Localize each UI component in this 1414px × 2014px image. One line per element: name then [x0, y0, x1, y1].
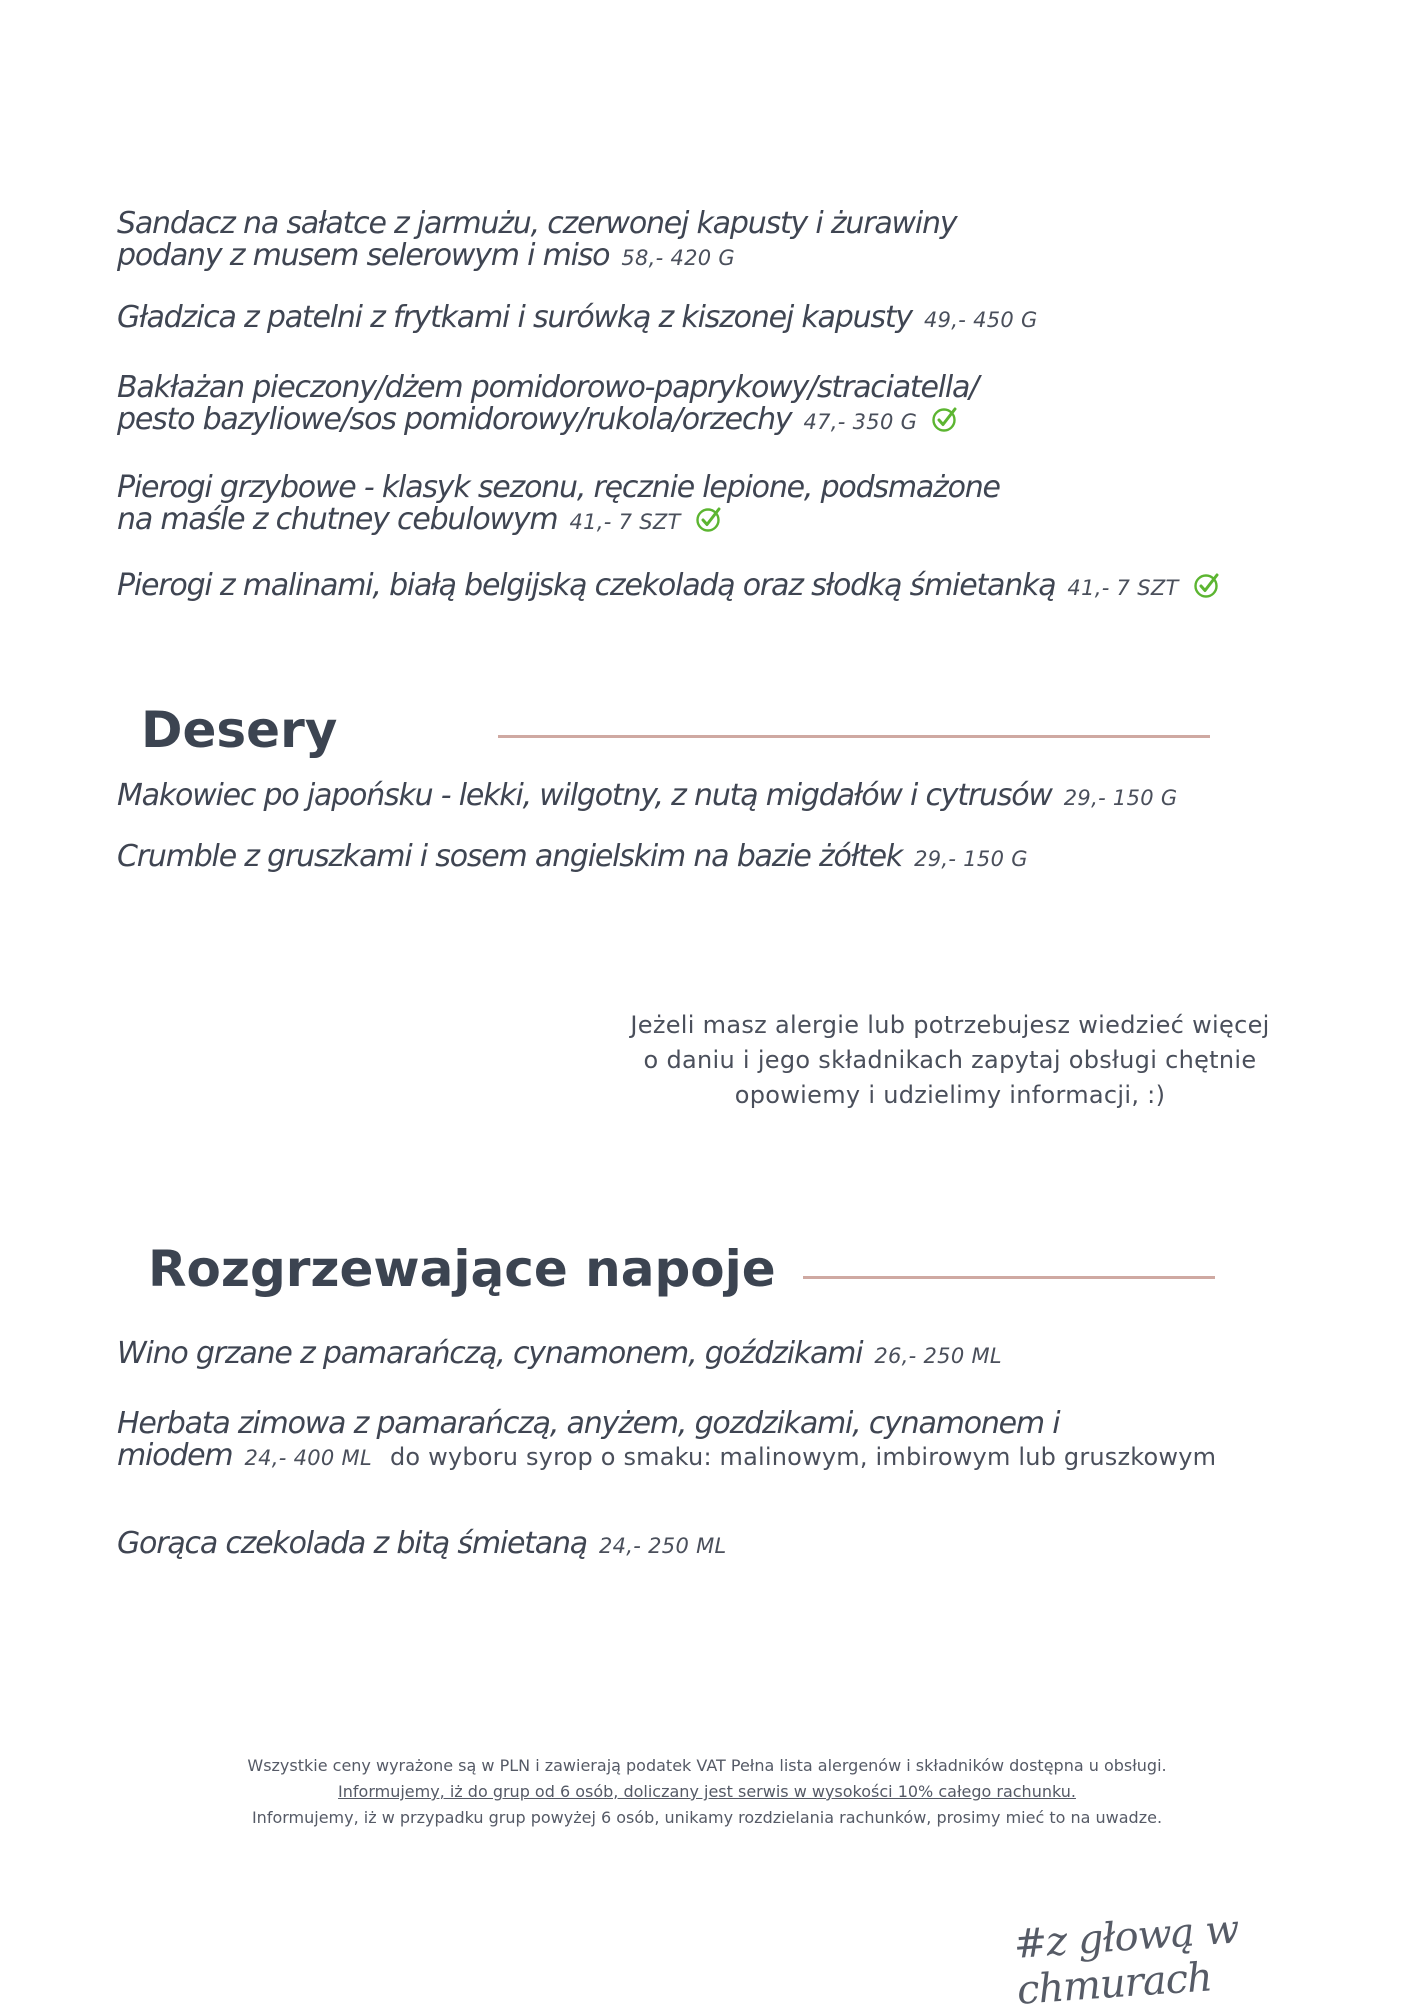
drink-price: 26,- 250 ML — [874, 1344, 1002, 1368]
footer-notes — [0, 1753, 1414, 1831]
dish-name-line2: podany z musem selerowym i miso 58,- 420 G — [117, 238, 736, 273]
drink-name-line2: miodem 24,- 400 ML do wyboru syrop o smaku: malinowym, imbirowym lub gruszkowym — [117, 1438, 1217, 1473]
footer-line: Wszystkie ceny wyrażone są w PLN i zawierają podatek VAT Pełna lista alergenów i składników dostępna u obsługi. — [247, 1756, 1167, 1775]
dish-price: 41,- 7 SZT — [569, 510, 681, 534]
dish-baklazan — [117, 372, 978, 438]
vegetarian-check-icon — [931, 405, 959, 433]
vegetarian-check-icon — [695, 505, 723, 533]
footer-line-underlined: Informujemy, iż do grup od 6 osób, doliczany jest serwis w wysokości 10% całego rachunku. — [338, 1782, 1076, 1801]
allergy-info-line: Jeżeli masz alergie lub potrzebujesz wiedzieć więcej — [630, 1011, 1270, 1039]
dessert-makowiec: Makowiec po japońsku - lekki, wilgotny, z nutą migdałów i cytrusów 29,- 150 G — [117, 778, 1178, 813]
dish-price: 49,- 450 G — [923, 308, 1038, 332]
dish-name-line1: Pierogi grzybowe - klasyk sezonu, ręcznie lepione, podsmażone — [117, 470, 1000, 505]
signature-hashtag: #z głową w chmurach — [1012, 1906, 1240, 2014]
syrup-options: do wyboru syrop o smaku: malinowym, imbirowym lub gruszkowym — [389, 1443, 1217, 1471]
dish-price: 47,- 350 G — [803, 410, 918, 434]
drink-name-line1: Herbata zimowa z pamarańczą, anyżem, gozdzikami, cynamonem i — [117, 1406, 1060, 1441]
dish-sandacz — [117, 208, 956, 274]
dish-name-line1: Bakłażan pieczony/dżem pomidorowo-paprykowy/straciatella/ — [117, 370, 979, 405]
section-divider — [498, 735, 1210, 738]
dessert-price: 29,- 150 G — [914, 847, 1028, 871]
dish-name-line2: na maśle z chutney cebulowym 41,- 7 SZT — [117, 504, 1000, 538]
vegetarian-check-icon — [1193, 571, 1221, 599]
dish-name-line1: Sandacz na sałatce z jarmużu, czerwonej kapusty i żurawiny — [117, 206, 957, 241]
drink-herbata-zimowa — [117, 1408, 1216, 1474]
drink-price: 24,- 400 ML — [244, 1446, 372, 1470]
drink-wino-grzane: Wino grzane z pamarańczą, cynamonem, goździkami 26,- 250 ML — [117, 1336, 1002, 1371]
dish-price: 58,- 420 G — [621, 246, 736, 270]
allergy-info-line: o daniu i jego składnikach zapytaj obsługi chętnie — [643, 1046, 1257, 1074]
dish-price: 41,- 7 SZT — [1067, 576, 1179, 600]
dish-name-line2: pesto bazyliowe/sos pomidorowy/rukola/orzechy 47,- 350 G — [117, 404, 978, 438]
drink-goraca-czekolada: Gorąca czekolada z bitą śmietaną 24,- 250 ML — [117, 1526, 727, 1561]
dessert-price: 29,- 150 G — [1063, 786, 1178, 810]
dish-name-line1: Gładzica z patelni z frytkami i surówką z kiszonej kapusty 49,- 450 G — [117, 300, 1038, 335]
dish-gladzica — [117, 302, 1038, 336]
dessert-crumble: Crumble z gruszkami i sosem angielskim na bazie żółtek 29,- 150 G — [117, 839, 1028, 874]
section-divider — [803, 1276, 1215, 1279]
allergy-info — [560, 1008, 1340, 1113]
dish-pierogi-malinami — [117, 570, 1221, 604]
allergy-info-line: opowiemy i udzielimy informacji, :) — [734, 1081, 1166, 1109]
drink-price: 24,- 250 ML — [598, 1534, 727, 1558]
section-title-desery: Desery — [141, 701, 338, 759]
section-title-napoje: Rozgrzewające napoje — [148, 1240, 776, 1298]
dish-pierogi-grzybowe — [117, 472, 1000, 538]
footer-line: Informujemy, iż w przypadku grup powyżej 6 osób, unikamy rozdzielania rachunków, prosimy mieć to na uwadze. — [251, 1808, 1163, 1827]
dish-name-line1: Pierogi z malinami, białą belgijską czekoladą oraz słodką śmietanką 41,- 7 SZT — [117, 570, 1221, 604]
